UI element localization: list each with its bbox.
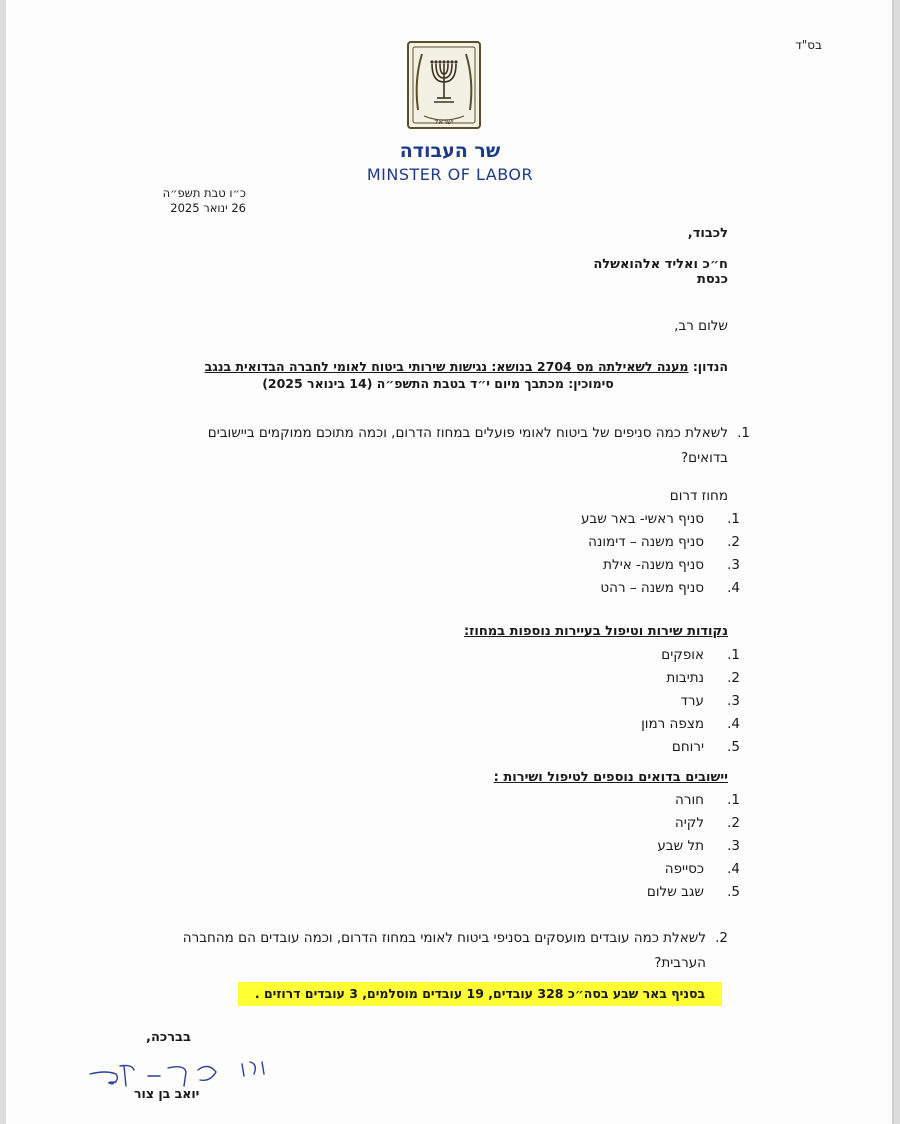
document-page — [6, 0, 894, 1124]
hebrew-date: כ״ו טבת תשפ״ה — [162, 186, 246, 200]
district-branch-list — [404, 511, 740, 603]
subject-text: מענה לשאילתה מס 2704 בנושא: נגישות שירותי ביטוח לאומי לחברה הבדואית בנגב — [204, 359, 689, 374]
list-item: 1. אופקים — [661, 647, 740, 663]
list-item: 4. כסייפה — [664, 861, 740, 877]
bsd-mark: בס"ד — [795, 38, 822, 52]
subject-line — [148, 358, 728, 375]
question-1-number: 1. — [737, 425, 750, 441]
subject-block — [148, 358, 728, 392]
list-item: 2. סניף משנה – דימונה — [588, 534, 740, 550]
closing-blessing: בברכה, — [146, 1030, 191, 1045]
recipient-org: כנסת — [697, 272, 728, 287]
gregorian-date: 26 ינואר 2025 — [170, 201, 246, 215]
service-points-heading: נקודות שירות וטיפול בעיירות נוספות במחוז: — [463, 624, 728, 639]
minister-title-english: MINSTER OF LABOR — [366, 165, 534, 184]
district-title: מחוז דרום — [669, 488, 728, 504]
state-emblem-icon — [404, 40, 484, 130]
question-1 — [168, 421, 750, 471]
list-item: 3. תל שבע — [657, 838, 740, 854]
bedouin-settlements-heading: יישובים בדואים נוספים לטיפול ושירות : — [493, 770, 728, 785]
emblem-caption: ישראל — [434, 118, 454, 126]
list-item: 2. לקיה — [674, 815, 740, 831]
salutation: לכבוד, — [687, 226, 728, 241]
question-2-text: לשאלת כמה עובדים מועסקים בסניפי ביטוח לאומי במחוז הדרום, וכמה עובדים הם מהחברה הערבית? — [182, 930, 706, 971]
list-item: 1. חורה — [675, 792, 740, 808]
signatory-name: יואב בן צור — [134, 1086, 200, 1101]
question-2-number: 2. — [715, 930, 728, 946]
list-item: 4. מצפה רמון — [641, 716, 740, 732]
answer-2-highlight: בסניף באר שבע בסה״כ 328 עובדים, 19 עובדים מוסלמים, 3 עובדים דרוזים . — [238, 982, 722, 1006]
list-item: 5. שגב שלום — [646, 884, 740, 900]
subject-reference: סימוכין: מכתבך מיום י״ד בטבת התשפ״ה (14 בינואר 2025) — [262, 376, 614, 391]
question-1-text: לשאלת כמה סניפים של ביטוח לאומי פועלים במחוז הדרום, וכמה מתוכם ממוקמים ביישובים בדואים? — [207, 425, 728, 466]
minister-title-hebrew: שר העבודה — [399, 140, 501, 162]
recipient-name: ח״כ ואליד אלהואשלה — [593, 257, 728, 272]
list-item: 3. ערד — [680, 693, 740, 709]
list-item: 3. סניף משנה- אילת — [603, 557, 740, 573]
service-points-list — [404, 647, 740, 762]
list-item: 1. סניף ראשי- באר שבע — [580, 511, 740, 527]
list-item: 4. סניף משנה – רהט — [600, 580, 740, 596]
greeting: שלום רב, — [674, 318, 728, 334]
subject-prefix: הנדון: — [692, 359, 728, 374]
list-item: 5. ירוחם — [671, 739, 740, 755]
list-item: 2. נתיבות — [666, 670, 740, 686]
letter-date — [136, 186, 246, 216]
question-2 — [166, 926, 728, 976]
bedouin-settlements-list — [404, 792, 740, 907]
